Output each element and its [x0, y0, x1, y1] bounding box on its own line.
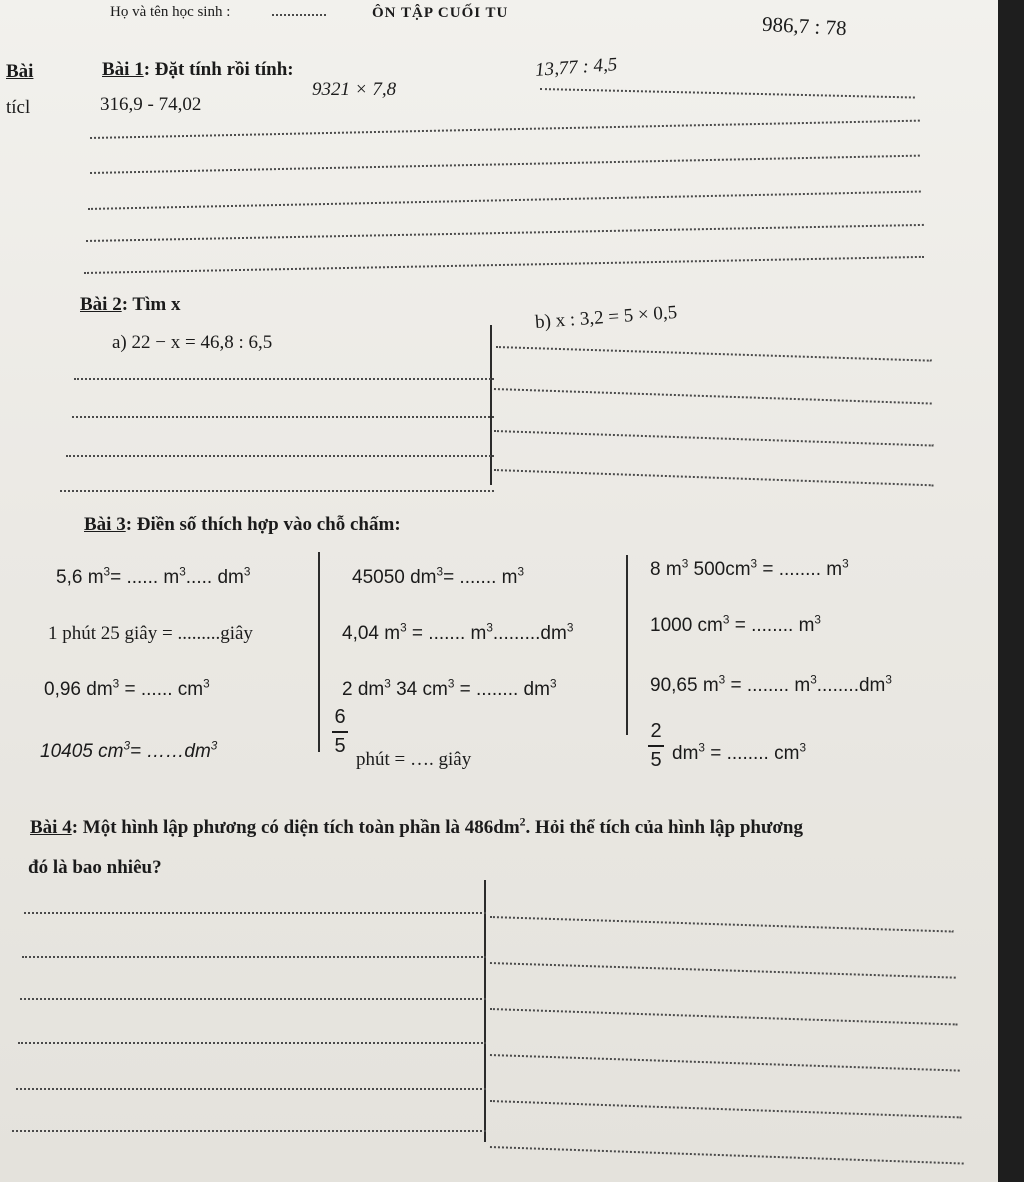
bai3-divider-1 — [318, 552, 320, 752]
bai3-c1-r3: 0,96 $dm^3$ = ...... $cm^3$ — [44, 677, 210, 700]
bai3-c1-r1: 5,6 $m^3=$ ...... $m^3$..... $dm^3$ — [56, 565, 251, 588]
bai2-answer-line — [72, 416, 494, 418]
bai1-answer-line — [90, 120, 920, 139]
bai2-answer-line — [494, 469, 934, 486]
bai2-divider — [490, 325, 492, 485]
bai3-title: Bài 3: Điền số thích hợp vào chỗ chấm: — [84, 514, 401, 535]
bai1-answer-line — [88, 191, 921, 210]
bai3-c2-r2: 4,04 $m^3$ = ....... $m^3.........dm^3$ — [342, 621, 574, 644]
bai4-answer-line — [12, 1130, 486, 1132]
student-name-label: Họ và tên học sinh : — [110, 4, 231, 20]
bai1-answer-line-top — [540, 88, 915, 99]
bai4-answer-line — [24, 912, 486, 914]
bai2-part-a: a) 22 − x = 46,8 : 6,5 — [112, 332, 273, 353]
bai4-answer-line — [18, 1042, 486, 1044]
bai3-c3-r4-fraction: 2 5 — [648, 720, 664, 772]
bai3-c2-r4-fraction: 6 5 — [332, 706, 348, 758]
bai4-divider — [484, 880, 486, 1142]
bai1-expression-c: 13,77 : 4,5 — [534, 54, 618, 81]
bai4-problem-line2: đó là bao nhiêu? — [28, 857, 162, 878]
bai4-answer-line — [490, 1100, 962, 1118]
bai4-answer-line — [490, 1054, 960, 1072]
bai2-answer-line — [496, 346, 932, 362]
bai4-answer-line — [20, 998, 486, 1000]
margin-bai-text: Bài — [6, 61, 34, 82]
worksheet-title: ÔN TẬP CUỐI TU — [372, 5, 509, 21]
bai1-expression-b: 9321 × 7,8 — [312, 79, 397, 100]
bai2-answer-line — [74, 378, 494, 380]
bai3-c3-r1: 8 $m^3$ $500cm^3$ = ........ $m^3$ — [650, 557, 849, 580]
bai4-answer-line — [16, 1088, 486, 1090]
bai3-c2-r3: 2 $dm^3$ 34 $cm^3$ = ........ $dm^3$ — [342, 677, 557, 700]
bai4-answer-line — [490, 916, 954, 933]
bai4-answer-line — [490, 1008, 958, 1026]
bai2-part-b: b) x : 3,2 = 5 × 0,5 — [534, 302, 678, 333]
bai1-expression-a: 316,9 - 74,02 — [100, 94, 202, 115]
bai1-expression-d: 986,7 : 78 — [761, 11, 848, 41]
dark-background-edge — [998, 0, 1024, 1182]
bai3-c3-r2: 1000 $cm^3$ = ........ $m^3$ — [650, 613, 821, 636]
bai4-problem: Bài 4: Một hình lập phương có diện tích toàn phần là $486dm^2$. Hỏi thể tích của hình lập phương — [30, 815, 803, 838]
bai2-answer-line — [494, 430, 934, 447]
bai1-title: Bài 1: Đặt tính rồi tính: — [102, 59, 294, 80]
bai4-answer-line — [490, 1146, 964, 1165]
bai2-answer-line — [66, 455, 494, 457]
bai2-answer-line — [494, 388, 932, 405]
bai2-answer-line — [60, 490, 494, 492]
student-name-line — [272, 14, 326, 16]
bai4-answer-line — [22, 956, 486, 958]
bai1-answer-line — [86, 224, 924, 242]
bai1-answer-line — [90, 155, 920, 174]
bai3-c3-r3: 90,65 $m^3$ = ........ $m^3........dm^3$ — [650, 673, 892, 696]
bai3-c1-r2: 1 phút 25 giây = .........giây — [48, 623, 253, 644]
bai3-c2-r4: phút = …. giây — [356, 749, 472, 770]
bai2-title: Bài 2: Tìm x — [80, 294, 181, 315]
bai3-divider-2 — [626, 555, 628, 735]
margin-tich-text: tícl — [6, 97, 31, 118]
bai3-c3-r4: $dm^3$ = ........ $cm^3$ — [672, 741, 806, 764]
bai3-c2-r1: 45050 $dm^3=$ ....... $m^3$ — [352, 565, 525, 588]
bai1-answer-line — [84, 256, 924, 274]
bai4-answer-line — [490, 962, 956, 979]
bai3-c1-r4: 10405 $cm^3=$ $\dots\dots dm^3$ — [40, 739, 218, 762]
